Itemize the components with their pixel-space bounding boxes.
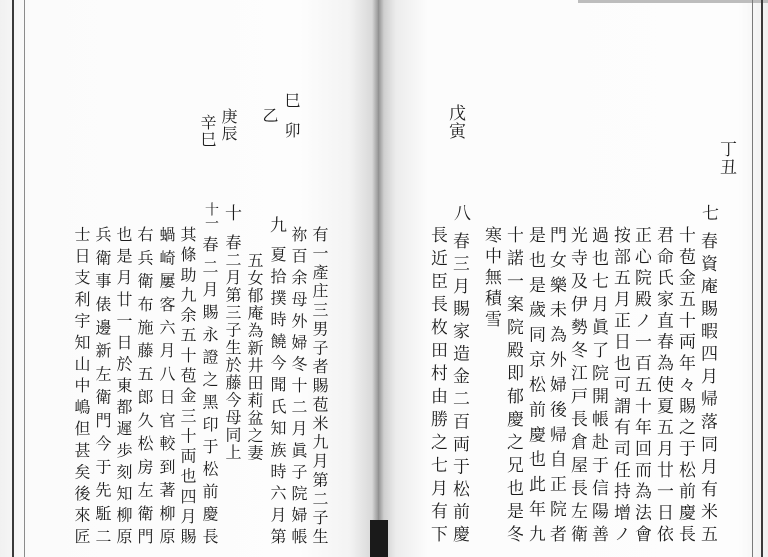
page-edge-line	[761, 0, 763, 557]
text-column: 是也是歲同京松前慶也此年九	[525, 226, 545, 542]
text-column: 祢百余母外婦冬十二月眞子院婦帳	[289, 226, 308, 544]
entry-number: 七	[698, 204, 718, 221]
text-column: 君命氏家直春為使夏五月廿一日依	[653, 226, 673, 542]
text-column: 夏拾撲時饒今聞氏知族時六月第	[268, 246, 287, 544]
text-column: 過也七月眞了院開帳赴于信陽善	[588, 226, 608, 542]
text-column: 蝸崎屢客六月八日官較到著柳原	[157, 226, 176, 544]
text-column: 門女樂未為外婦後帰自正院者	[546, 226, 566, 542]
year-label: 庚辰	[219, 108, 238, 142]
text-column: 寒中無積雪	[481, 226, 501, 331]
text-column: 光寺及伊勢冬江戸長倉屋長左衛	[567, 226, 587, 542]
text-column: 長近臣長枚田村由勝之七月有下	[427, 226, 447, 542]
text-column: 兵衛事俵邊新左衛門今于先駈二	[93, 226, 112, 544]
year-label: 戊寅	[445, 104, 465, 140]
page-top-edge	[578, 0, 768, 3]
page-edge-line	[752, 0, 753, 557]
text-column: 春三月賜家造金二百両于松前慶	[449, 232, 469, 542]
year-label: 丁丑	[716, 140, 736, 176]
text-column: 五女郁庵為新井田莉盆之妻	[245, 252, 264, 462]
text-column: 春資庵賜暇四月帰落同月有米五	[697, 232, 717, 542]
text-column: 按部五月正日也可謂有司任持增ノ	[610, 226, 630, 542]
entry-number: 八	[450, 204, 470, 221]
text-column: 也是月廿一日於東都遲歩刻知柳原	[114, 226, 133, 544]
text-column: 士日支利宇知山中嶋但甚矣後來匠	[72, 226, 91, 544]
year-label-correction: 巳	[282, 92, 301, 109]
text-column: 有一產庄三男子者賜苞米九月第二子生	[310, 226, 329, 544]
text-column: 春二月賜永證之黑印于松前慶長	[200, 236, 219, 544]
text-column: 其條助九余五十苞金三十両也四月賜	[178, 226, 197, 544]
book-gutter	[370, 520, 388, 557]
text-column: 正心院殿ノ一百五十年回而為法會	[631, 226, 651, 542]
text-column: 十諾一案院殿即郁慶之兄也是冬	[503, 226, 523, 542]
entry-number: 十	[221, 204, 241, 221]
year-label-stem: 乙	[260, 107, 279, 124]
left-page	[0, 0, 378, 557]
text-column: 十苞金五十両年々賜之于松前慶長	[675, 226, 695, 542]
page-edge-line	[24, 0, 25, 557]
entry-number: 十一	[203, 202, 219, 230]
entry-number: 九	[266, 216, 286, 233]
page-edge-line	[12, 0, 14, 557]
year-label-branch: 卯	[282, 122, 301, 139]
text-column: 春二月第三子生於藤今母同上	[223, 234, 242, 462]
year-label: 辛巳	[198, 114, 217, 148]
text-column: 右兵衛布施藤五郎久松房左衛門	[135, 226, 154, 544]
